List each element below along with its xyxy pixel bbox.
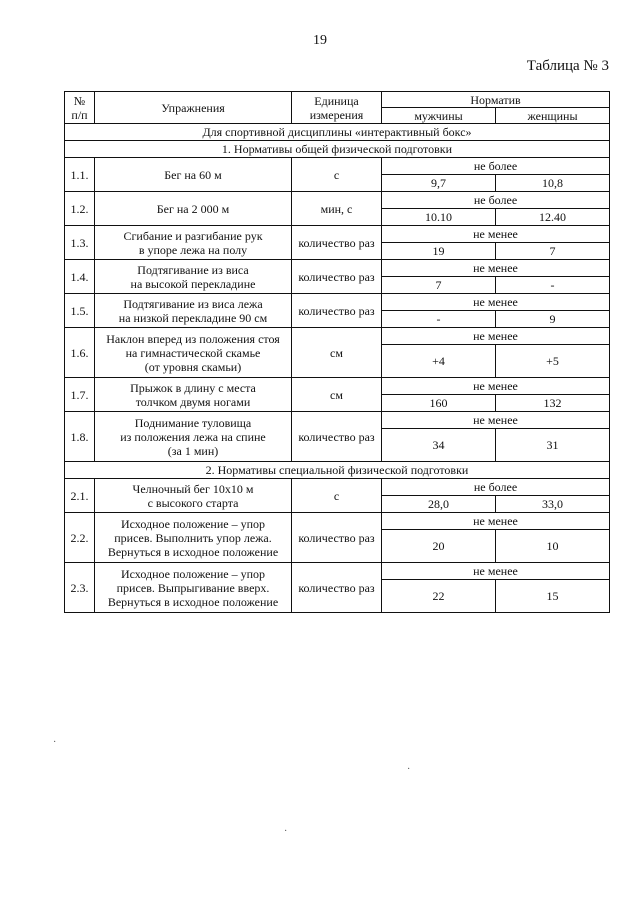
men-value: -	[382, 311, 496, 328]
women-value: 10,8	[496, 175, 610, 192]
norms-table	[64, 91, 610, 613]
header-num-line2: п/п	[71, 107, 88, 122]
row-number: 2.3.	[65, 563, 95, 613]
women-value: 9	[496, 311, 610, 328]
row-number: 1.3.	[65, 226, 95, 260]
unit: с	[292, 158, 382, 192]
exercise-name	[95, 192, 292, 226]
unit: см	[292, 378, 382, 412]
exercise-line: (за 1 мин)	[167, 443, 219, 458]
exercise-name	[95, 226, 292, 260]
men-value: 7	[382, 277, 496, 294]
norm-condition: не менее	[382, 260, 610, 277]
men-value: 160	[382, 395, 496, 412]
row-number: 1.1.	[65, 158, 95, 192]
exercise-line: Наклон вперед из положения стоя	[106, 331, 280, 346]
section-row	[65, 141, 610, 158]
table-row	[65, 294, 610, 311]
unit: количество раз	[292, 294, 382, 328]
norm-condition: не более	[382, 158, 610, 175]
header-norm: Норматив	[382, 92, 610, 108]
unit: количество раз	[292, 260, 382, 294]
discipline-title: Для спортивной дисциплины «интерактивный бокс»	[65, 124, 610, 141]
norm-condition: не менее	[382, 513, 610, 530]
men-value: 22	[382, 580, 496, 613]
header-exercise: Упражнения	[95, 92, 292, 124]
row-number: 2.1.	[65, 479, 95, 513]
exercise-name	[95, 412, 292, 462]
header-men: мужчины	[382, 108, 496, 124]
women-value: 132	[496, 395, 610, 412]
exercise-name	[95, 563, 292, 613]
exercise-name	[95, 158, 292, 192]
women-value: 10	[496, 530, 610, 563]
table-row	[65, 192, 610, 209]
women-value: -	[496, 277, 610, 294]
exercise-line: Бег на 2 000 м	[156, 201, 230, 216]
section-title: 1. Нормативы общей физической подготовки	[65, 141, 610, 158]
exercise-line: в упоре лежа на полу	[138, 242, 248, 257]
women-value: 12.40	[496, 209, 610, 226]
header-unit-line1: Единица	[314, 93, 359, 108]
exercise-name	[95, 260, 292, 294]
unit: количество раз	[292, 412, 382, 462]
header-unit-line2: измерения	[309, 107, 364, 122]
men-value: 28,0	[382, 496, 496, 513]
exercise-line: Бег на 60 м	[164, 167, 222, 182]
exercise-name	[95, 294, 292, 328]
exercise-line: (от уровня скамьи)	[144, 359, 242, 374]
header-unit	[292, 92, 382, 124]
unit: см	[292, 328, 382, 378]
row-number: 1.8.	[65, 412, 95, 462]
men-value: +4	[382, 345, 496, 378]
exercise-line: на гимнастической скамье	[125, 345, 261, 360]
norm-condition: не менее	[382, 294, 610, 311]
section-title: 2. Нормативы специальной физической подготовки	[65, 462, 610, 479]
norm-condition: не более	[382, 479, 610, 496]
discipline-row	[65, 124, 610, 141]
exercise-name	[95, 513, 292, 563]
exercise-line: присев. Выполнить упор лежа.	[114, 530, 272, 545]
exercise-line: на высокой перекладине	[130, 276, 256, 291]
table-title: Таблица № 3	[526, 58, 609, 74]
norm-condition: не менее	[382, 378, 610, 395]
exercise-name	[95, 328, 292, 378]
header-women: женщины	[496, 108, 610, 124]
scan-speck: ·	[407, 764, 411, 775]
exercise-line: Прыжок в длину с места	[130, 380, 256, 395]
exercise-line: из положения лежа на спине	[120, 429, 266, 444]
men-value: 9,7	[382, 175, 496, 192]
table-row	[65, 226, 610, 243]
exercise-line: с высокого старта	[147, 495, 239, 510]
norm-condition: не менее	[382, 563, 610, 580]
header-num-line1: №	[73, 93, 86, 108]
men-value: 20	[382, 530, 496, 563]
exercise-line: Подтягивание из виса	[137, 262, 249, 277]
row-number: 1.6.	[65, 328, 95, 378]
row-number: 1.4.	[65, 260, 95, 294]
table-row	[65, 563, 610, 580]
table-row	[65, 158, 610, 175]
section-row	[65, 462, 610, 479]
exercise-name	[95, 479, 292, 513]
exercise-line: Вернуться в исходное положение	[107, 544, 279, 559]
exercise-line: на низкой перекладине 90 см	[118, 310, 268, 325]
women-value: 7	[496, 243, 610, 260]
row-number: 1.2.	[65, 192, 95, 226]
unit: количество раз	[292, 513, 382, 563]
norm-condition: не менее	[382, 328, 610, 345]
scan-speck: ·	[53, 737, 57, 748]
row-number: 2.2.	[65, 513, 95, 563]
exercise-line: Исходное положение – упор	[120, 516, 266, 531]
row-number: 1.5.	[65, 294, 95, 328]
women-value: 31	[496, 429, 610, 462]
table-row	[65, 260, 610, 277]
women-value: +5	[496, 345, 610, 378]
women-value: 33,0	[496, 496, 610, 513]
norm-condition: не менее	[382, 226, 610, 243]
norm-condition: не более	[382, 192, 610, 209]
men-value: 34	[382, 429, 496, 462]
table-row	[65, 479, 610, 496]
exercise-line: Исходное положение – упор	[120, 566, 266, 581]
unit: мин, с	[292, 192, 382, 226]
page-number: 19	[313, 33, 327, 48]
exercise-line: толчком двумя ногами	[135, 394, 251, 409]
norm-condition: не менее	[382, 412, 610, 429]
unit: количество раз	[292, 226, 382, 260]
exercise-line: Подтягивание из виса лежа	[123, 296, 263, 311]
exercise-line: Вернуться в исходное положение	[107, 594, 279, 609]
table-row	[65, 513, 610, 530]
header-num	[65, 92, 95, 124]
unit: количество раз	[292, 563, 382, 613]
exercise-line: Поднимание туловища	[134, 415, 252, 430]
men-value: 19	[382, 243, 496, 260]
header-row	[65, 92, 610, 108]
table-row	[65, 378, 610, 395]
table-row	[65, 328, 610, 345]
row-number: 1.7.	[65, 378, 95, 412]
men-value: 10.10	[382, 209, 496, 226]
exercise-line: Сгибание и разгибание рук	[123, 228, 263, 243]
exercise-name	[95, 378, 292, 412]
unit: с	[292, 479, 382, 513]
exercise-line: Челночный бег 10x10 м	[132, 481, 254, 496]
scan-speck: ·	[284, 826, 288, 837]
table-row	[65, 412, 610, 429]
women-value: 15	[496, 580, 610, 613]
exercise-line: присев. Выпрыгивание вверх.	[116, 580, 270, 595]
